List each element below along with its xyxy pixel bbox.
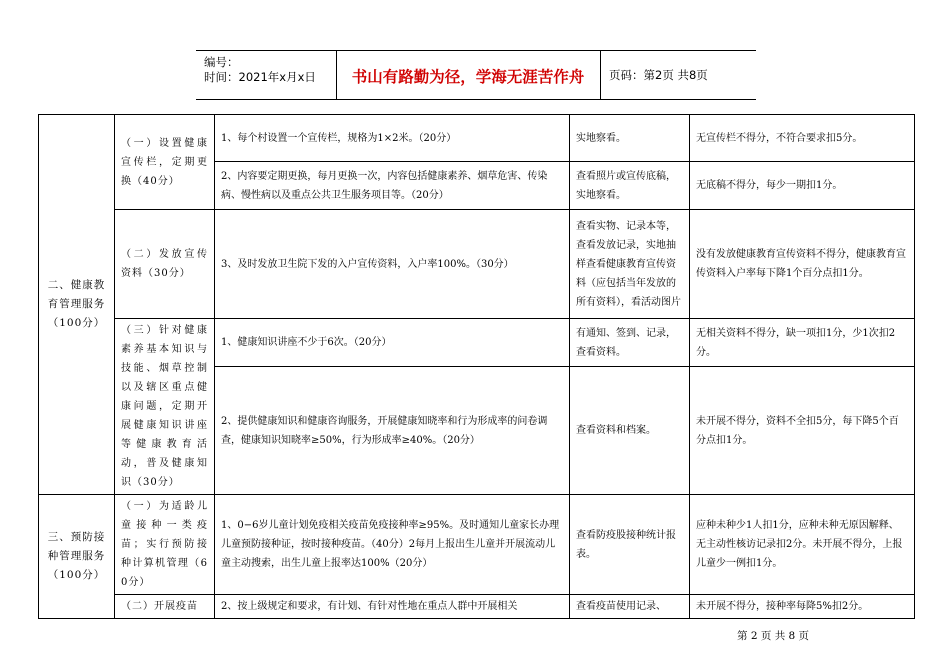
scoring-cell: 无宣传栏不得分，不符合要求扣5分。 — [690, 115, 915, 162]
table-row — [39, 210, 915, 319]
table-row — [39, 115, 915, 162]
method-cell: 查看疫苗使用记录、 — [570, 595, 690, 619]
content-cell: 2、内容要定期更换，每月更换一次，内容包括健康素养、烟草危害、传染病、慢性病以及重点公共卫生服务项目等。（20分） — [215, 162, 570, 210]
scoring-cell: 无相关资料不得分，缺一项扣1分，少1次扣2分。 — [690, 319, 915, 367]
table-row — [39, 595, 915, 619]
method-cell: 实地察看。 — [570, 115, 690, 162]
header-right — [337, 51, 797, 99]
method-cell: 有通知、签到、记录，查看资料。 — [570, 319, 690, 367]
content-cell: 2、按上级规定和要求，有计划、有针对性地在重点人群中开展相关 — [215, 595, 570, 619]
subcategory-cell: （二）开展疫苗 — [115, 595, 215, 619]
method-cell: 查看资料和档案。 — [570, 367, 690, 495]
page-header — [196, 50, 756, 100]
scoring-cell: 没有发放健康教育宣传资料不得分，健康教育宣传资料入户率每下降1个百分点扣1分。 — [690, 210, 915, 319]
header-page-label: 页码：第2页 共8页 — [609, 68, 708, 82]
header-meta — [196, 51, 337, 99]
category-cell: 二、健康教育管理服务（100分） — [39, 115, 115, 495]
category-cell: 三、预防接种管理服务（100分） — [39, 495, 115, 619]
scoring-cell: 应种未种少1人扣1分，应种未种无原因解释、无主动性核访记录扣2分。未开展不得分，上报儿童少一例扣1分。 — [690, 495, 915, 595]
header-divider — [600, 51, 601, 99]
method-cell: 查看防疫股接种统计报表。 — [570, 495, 690, 595]
scoring-cell: 未开展不得分，接种率每降5%扣2分。 — [690, 595, 915, 619]
method-cell: 查看实物、记录本等，查看发放记录，实地抽样查看健康教育宣传资料（应包括当年发放的所有资料），看活动图片 — [570, 210, 690, 319]
content-cell: 1、每个村设置一个宣传栏，规格为1×2米。（20分） — [215, 115, 570, 162]
content-cell: 3、及时发放卫生院下发的入户宣传资料，入户率100%。（30分） — [215, 210, 570, 319]
scoring-cell: 无底稿不得分，每少一期扣1分。 — [690, 162, 915, 210]
scoring-cell: 未开展不得分，资料不全扣5分，每下降5个百分点扣1分。 — [690, 367, 915, 495]
subcategory-cell: （二）发放宣传资料（30分） — [115, 210, 215, 319]
page-footer: 第 2 页 共 8 页 — [737, 630, 810, 642]
table-row — [39, 319, 915, 367]
content-cell: 1、0−6岁儿童计划免疫相关疫苗免疫接种率≥95%。及时通知儿童家长办理儿童预防接种证，按时接种疫苗。（40分）2每月上报出生儿童并开展流动儿童主动搜索，出生儿童上报率达100%（20分） — [215, 495, 570, 595]
header-motto: 书山有路勤为径，学海无涯苦作舟 — [351, 68, 585, 86]
table-row — [39, 495, 915, 595]
assessment-table — [38, 114, 915, 619]
subcategory-cell: （一）设置健康宣传栏，定期更换（40分） — [115, 115, 215, 210]
number-label: 编号： — [204, 55, 239, 69]
method-cell: 查看照片或宣传底稿，实地察看。 — [570, 162, 690, 210]
subcategory-cell: （一）为适龄儿童接种一类疫苗；实行预防接种计算机管理（60分） — [115, 495, 215, 595]
content-cell: 1、健康知识讲座不少于6次。（20分） — [215, 319, 570, 367]
time-label: 时间：2021年x月x日 — [204, 70, 316, 84]
subcategory-cell: （三）针对健康素养基本知识与技能、烟草控制以及辖区重点健康问题，定期开展健康知识讲座等健康教育活动，普及健康知识（30分） — [115, 319, 215, 495]
content-cell: 2、提供健康知识和健康咨询服务，开展健康知晓率和行为形成率的问卷调查，健康知识知晓率≥50%，行为形成率≥40%。（20分） — [215, 367, 570, 495]
